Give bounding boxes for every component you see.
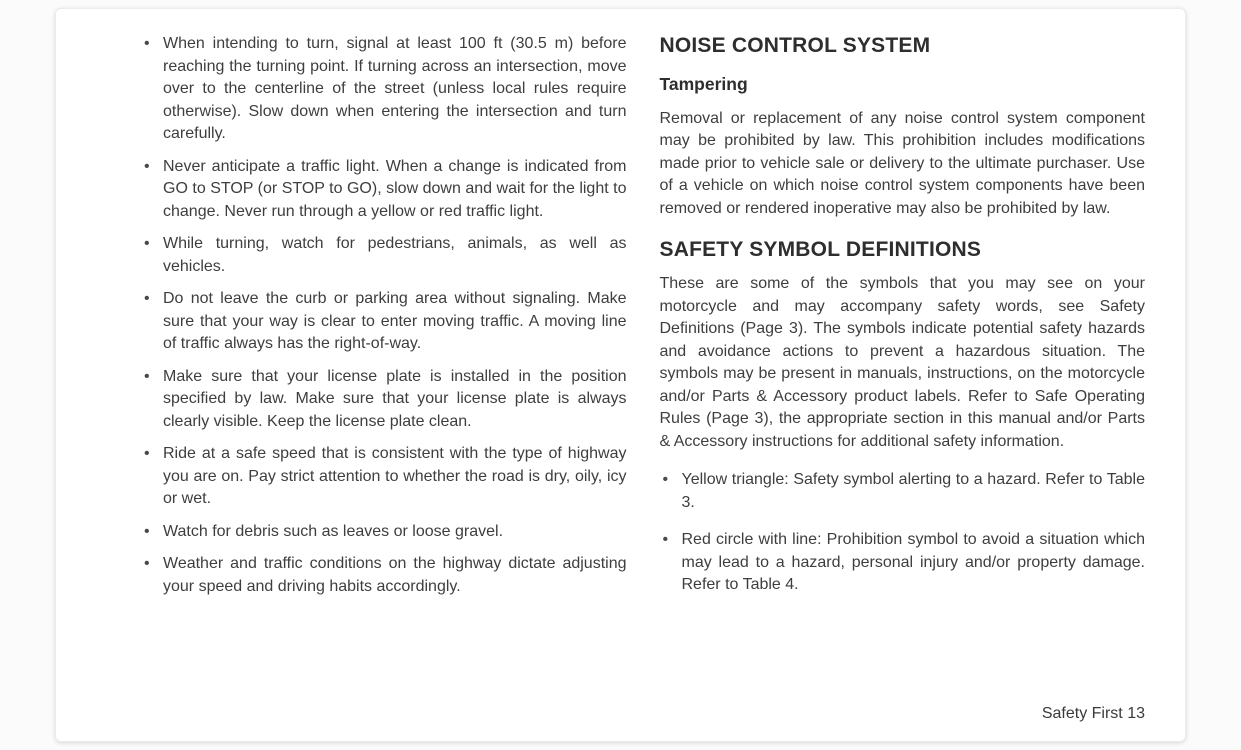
subheading-tampering: Tampering: [659, 74, 748, 94]
list-item: • Watch for debris such as leaves or loose gravel.: [141, 521, 627, 544]
section-heading-safety-symbols: SAFETY SYMBOL DEFINITIONS: [659, 238, 982, 261]
tampering-paragraph: Removal or replacement of any noise control system component may be prohibited by law. This prohibition includes modifications made prior to vehicle sale or delivery to the ultimate purchaser. Use of a vehicle on which noise control system components have been removed or rendered inoperative may also be prohibited by law.: [659, 109, 1145, 217]
left-column: [141, 33, 627, 612]
section-heading-noise-control: NOISE CONTROL SYSTEM: [659, 34, 931, 57]
list-item: • Yellow triangle: Safety symbol alerting to a hazard. Refer to Table 3.: [660, 469, 1146, 514]
safety-symbols-list: [660, 469, 1146, 597]
list-item: • Make sure that your license plate is installed in the position specified by law. Make sure that your license plate is always clearly visible. Keep the license plate clean.: [141, 366, 627, 434]
safety-symbols-paragraph: These are some of the symbols that you may see on your motorcycle and may accompany safety words, see Safety Definitions (Page 3). The symbols indicate potential safety hazards and avoidance actions to prevent a hazardous situation. The symbols may be present in manuals, instructions, on the motorcycle and/or Parts & Accessory product labels. Refer to Safe Operating Rules (Page 3), the appropriate section in this manual and/or Parts & Accessory instructions for additional safety information.: [659, 275, 1145, 450]
page-footer: Safety First 13: [1041, 705, 1145, 722]
list-item: • When intending to turn, signal at least 100 ft (30.5 m) before reaching the turning point. If turning across an intersection, move over to the centerline of the street (unless local rules require otherwise). Slow down when entering the intersection and turn carefully.: [141, 33, 627, 146]
list-item: • Never anticipate a traffic light. When a change is indicated from GO to STOP (or STOP to GO), slow down and wait for the light to change. Never run through a yellow or red traffic light.: [141, 156, 627, 224]
manual-page: [55, 8, 1186, 742]
list-item: • Ride at a safe speed that is consistent with the type of highway you are on. Pay strict attention to whether the road is dry, oily, icy or wet.: [141, 443, 627, 511]
list-item: • While turning, watch for pedestrians, animals, as well as vehicles.: [141, 233, 627, 278]
right-column: [660, 33, 1146, 612]
list-item: • Weather and traffic conditions on the highway dictate adjusting your speed and driving habits accordingly.: [141, 553, 627, 598]
page-content: [56, 9, 1185, 612]
list-item: • Red circle with line: Prohibition symbol to avoid a situation which may lead to a hazard, personal injury and/or property damage. Refer to Table 4.: [660, 529, 1146, 597]
riding-rules-list: [141, 33, 627, 598]
list-item: • Do not leave the curb or parking area without signaling. Make sure that your way is clear to enter moving traffic. A moving line of traffic always has the right-of-way.: [141, 288, 627, 356]
